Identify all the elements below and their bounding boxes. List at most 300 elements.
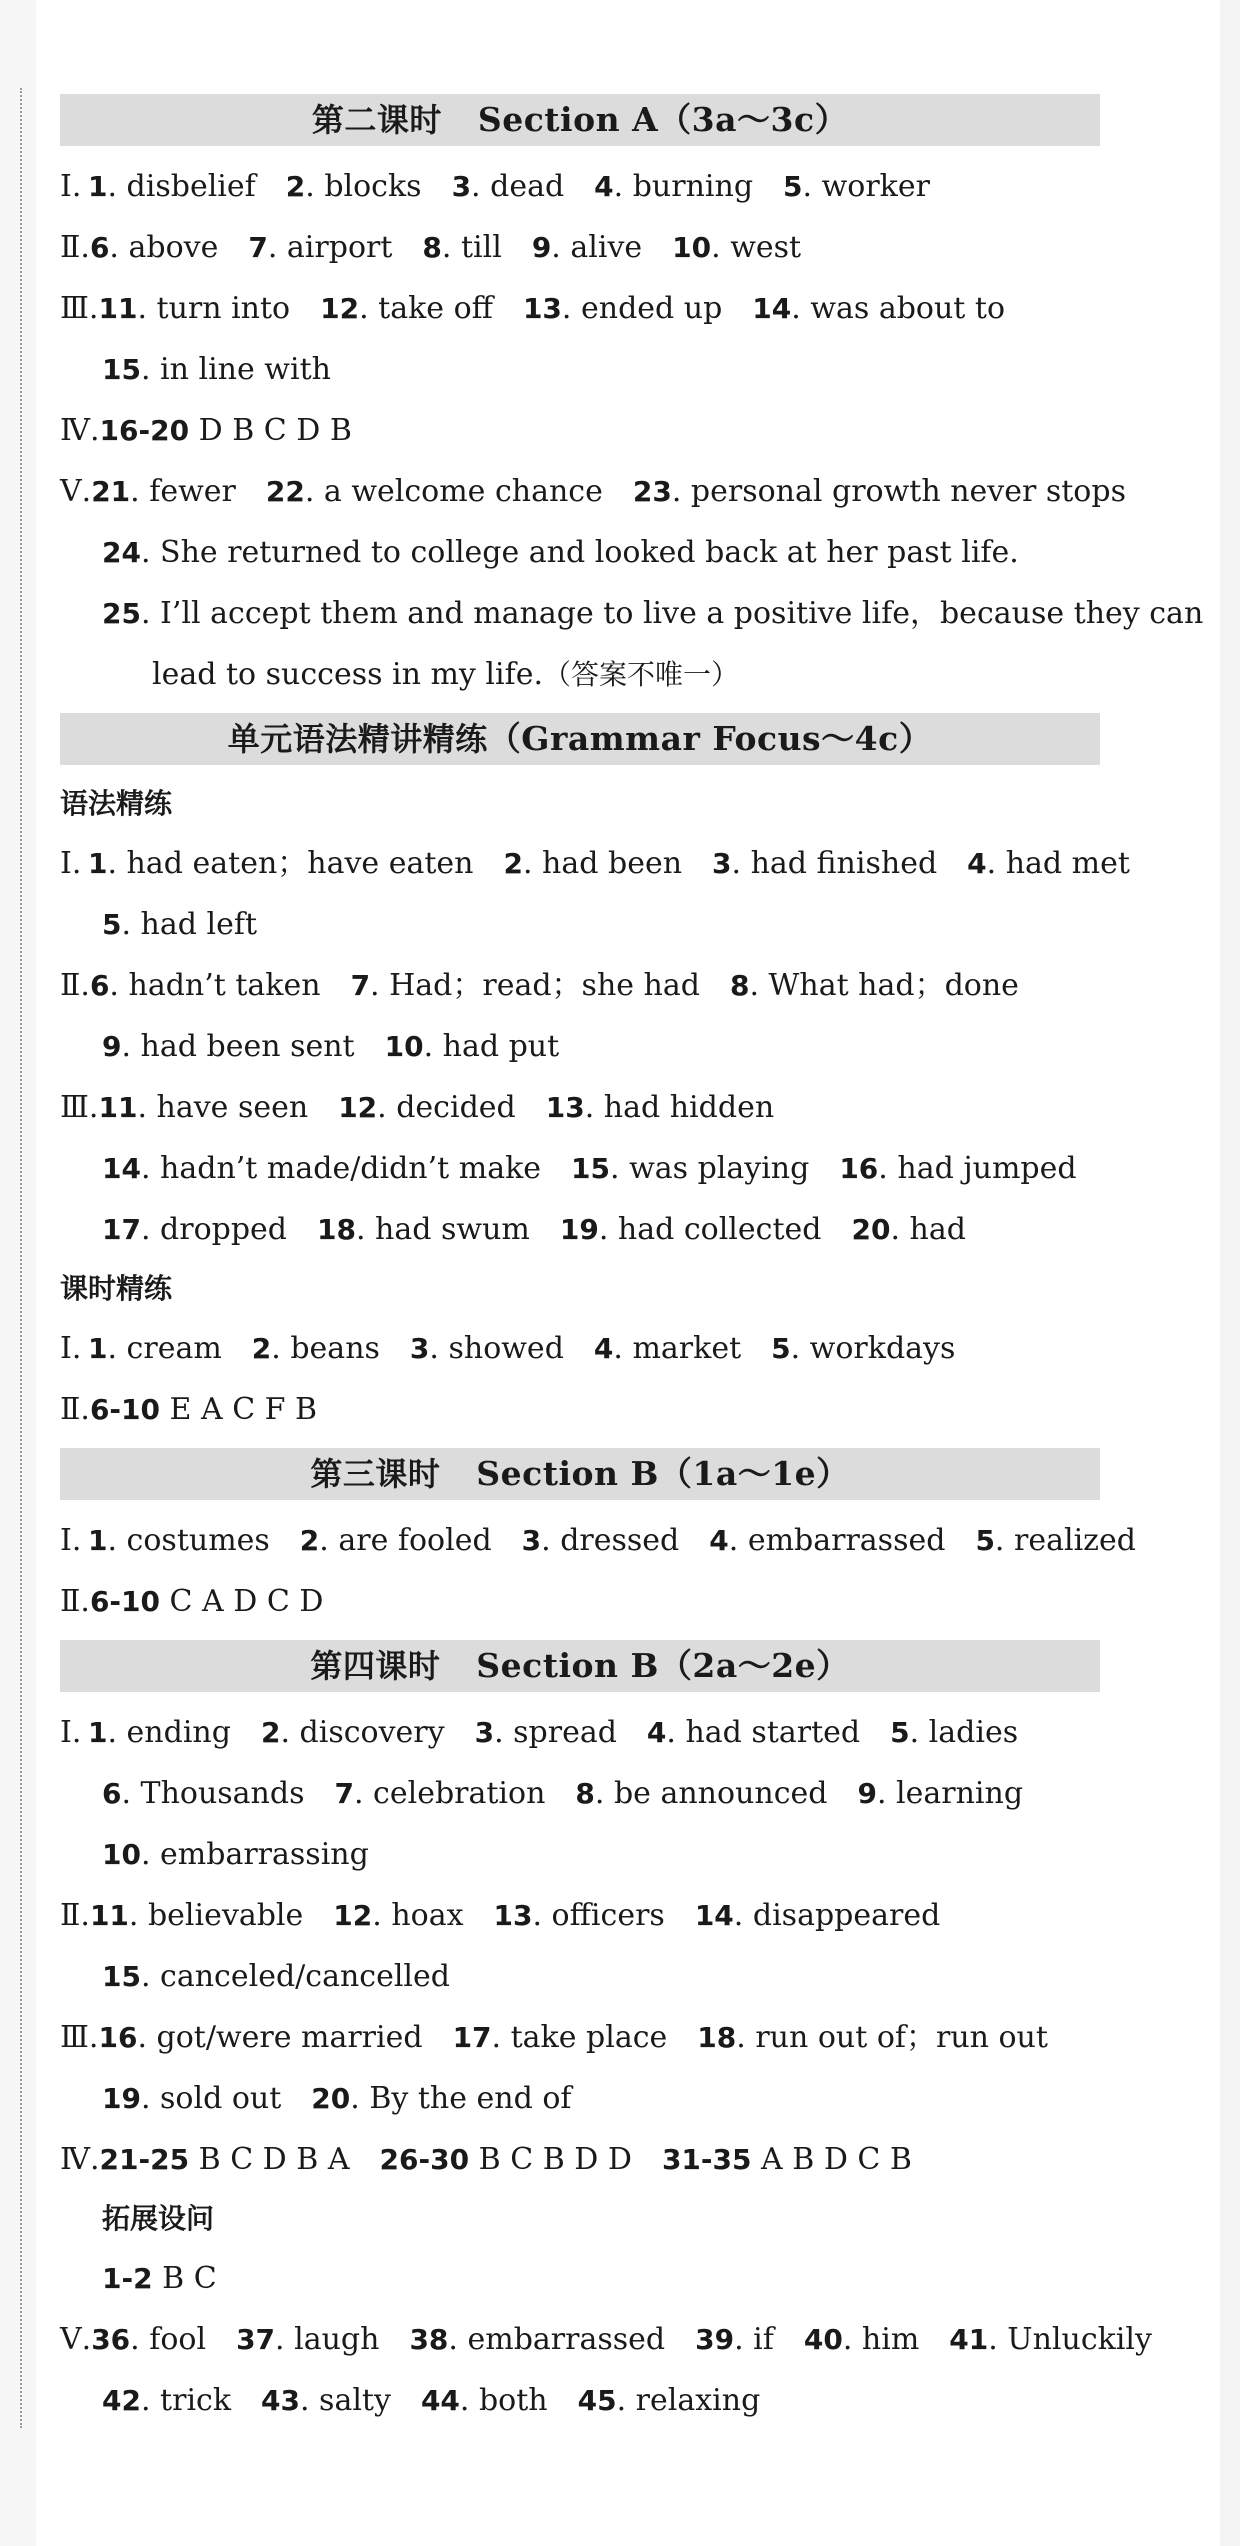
answer-item [578,2383,761,2418]
question-range: 26-30 [379,2143,470,2176]
answer-row [60,1946,1100,2007]
answer-item [523,291,722,326]
section-title-cn: 单元语法精讲精练 [227,720,488,758]
answer-text: . workdays [790,1331,956,1366]
answer-text: . canceled/cancelled [140,1959,450,1994]
answer-item [475,1715,617,1750]
answer-row [60,1571,1100,1632]
answer-row [60,1510,1136,1571]
answer-text: . embarrassing [140,1837,369,1872]
answer-item [730,968,1019,1003]
question-number: 3 [712,847,732,880]
answer-text: B C [152,2261,217,2296]
answer-text: . sold out [140,2081,282,2116]
answer-item [594,169,753,204]
answer-text: . laugh [275,2322,380,2357]
question-number: 9 [531,231,552,264]
question-number: 17 [102,1213,141,1246]
answer-text: . dressed [541,1523,680,1558]
question-range: 21-25 [99,2143,190,2176]
answer-text: . spread [494,1715,617,1750]
question-group-numeral: Ⅱ. [60,968,90,1003]
question-number: 21 [91,475,131,508]
question-group-numeral: Ⅰ. [60,1715,82,1750]
answer-item [98,291,290,326]
question-number: 25 [102,597,141,630]
question-number: 3 [409,1332,430,1365]
answer-text: E A C F B [160,1392,318,1427]
question-group-numeral: Ⅱ. [60,230,90,265]
question-number: 39 [695,2323,735,2356]
answer-row [60,2068,1100,2129]
section-title-cn: 第二课时 [311,101,442,139]
question-number: 14 [752,292,792,325]
answer-row [60,278,1100,339]
answer-row [60,1763,1100,1824]
answer-item [333,1898,463,1933]
question-number: 3 [521,1524,542,1557]
answer-text: . hoax [372,1898,464,1933]
question-number: 8 [729,969,750,1002]
question-number: 6 [89,231,110,264]
page-shade [1220,0,1240,2546]
answer-item [317,1212,530,1247]
answer-item [422,230,501,265]
answer-text: lead to success in my life. [152,657,543,692]
section-header [60,1448,1100,1500]
answer-letters: B C B D D [469,2142,632,2177]
question-number: 12 [338,1091,378,1124]
answer-text: . She returned to college and looked back at her past life. [140,535,1019,570]
answer-item [709,1523,945,1558]
answer-item [261,1715,445,1750]
answer-text: . had swum [355,1212,530,1247]
question-number: 5 [783,170,803,203]
answer-text: . both [459,2383,548,2418]
answer-text: . learning [876,1776,1024,1811]
answer-row [60,1199,1100,1260]
question-number: 3 [451,170,472,203]
question-group-numeral: Ⅰ. [60,1331,82,1366]
question-group-numeral: Ⅳ. [60,2142,100,2177]
answer-item [697,2020,1048,2055]
answer-text: . take off [359,291,493,326]
answer-text: . fool [130,2322,207,2357]
answer-text: . Had；read；she had [370,968,700,1003]
answer-item [949,2322,1152,2357]
answer-item [771,1331,955,1366]
question-number: 18 [317,1213,356,1246]
answer-text: . had put [423,1029,560,1064]
answer-row [60,2248,1100,2309]
answer-text: . was about to [791,291,1006,326]
answer-row [60,2007,1100,2068]
question-number: 13 [545,1091,585,1124]
answer-text: . was playing [610,1151,810,1186]
answer-text: . above [109,230,219,265]
answer-row [60,644,1100,705]
answer-item [300,1523,492,1558]
question-group-numeral: Ⅲ. [60,291,99,326]
answer-item [102,907,257,942]
question-number: 4 [594,170,614,203]
subsection-title: 拓展设问 [102,2202,215,2235]
section-title-cn: 第四课时 [310,1647,441,1685]
answer-text: . turn into [137,291,291,326]
answer-text: . had finished [731,846,938,881]
answer-item [695,1898,940,1933]
answer-item [647,1715,860,1750]
answer-item [804,2322,919,2357]
answer-item [102,1029,355,1064]
answer-item [695,2322,774,2357]
answer-text: . dead [471,169,565,204]
answer-text: . are fooled [319,1523,492,1558]
answer-row [60,400,1100,461]
answer-item [452,169,565,204]
question-number: 11 [98,1091,138,1124]
answer-text: . ended up [561,291,723,326]
question-number: 12 [320,292,360,325]
answer-sheet [60,86,1204,2431]
answer-item [967,846,1130,881]
answer-item [334,1776,545,1811]
question-number: 16 [98,2021,138,2054]
answer-text: . hadn’t made/didn’t make [140,1151,542,1186]
answer-text: . if [734,2322,774,2357]
answer-item [975,1523,1136,1558]
answer-item [102,1151,541,1186]
answer-text: . dropped [140,1212,288,1247]
question-number: 16 [839,1152,879,1185]
question-number: 36 [91,2323,131,2356]
question-number: 1 [88,1524,108,1557]
answer-item [522,1523,680,1558]
answer-row [60,1138,1100,1199]
answer-item [88,169,256,204]
answer-text: . had collected [598,1212,822,1247]
answer-item [890,1715,1018,1750]
answer-item [575,1776,827,1811]
answer-group [100,2142,350,2177]
answer-group [380,2142,632,2177]
question-number: 6-10 [89,1585,161,1618]
question-number: 23 [632,475,672,508]
question-number: 4 [646,1716,667,1749]
subsection-title: 课时精练 [60,1272,173,1305]
section-header [60,1640,1100,1692]
answer-text: . had jumped [878,1151,1077,1186]
answer-item [98,2020,422,2055]
answer-note: （答案不唯一） [543,658,740,691]
answer-text: . By the end of [350,2081,572,2116]
answer-item [90,230,218,265]
answer-letters: A B D C B [751,2142,912,2177]
answer-item [594,1331,741,1366]
question-group-numeral: Ⅴ. [60,2322,92,2357]
question-number: 13 [493,1899,533,1932]
answer-item [421,2383,548,2418]
answer-text: . had eaten；have eaten [107,846,474,881]
answer-text: . discovery [280,1715,445,1750]
answer-text: . be announced [594,1776,828,1811]
page-edge [0,0,36,2546]
answer-item [102,1776,304,1811]
answer-item [88,1523,270,1558]
answer-text: . relaxing [616,2383,761,2418]
answer-text: . disappeared [733,1898,941,1933]
question-number: 20 [851,1213,891,1246]
question-group-numeral: Ⅱ. [60,1898,90,1933]
answer-item [252,1331,380,1366]
question-number: 7 [248,231,268,264]
answer-item [286,169,422,204]
answer-item [571,1151,809,1186]
question-number: 17 [452,2021,492,2054]
answer-item [560,1212,822,1247]
answer-item [752,291,1005,326]
question-number: 10 [672,231,712,264]
answer-row [60,583,1204,644]
question-number: 5 [890,1716,910,1749]
answer-text: . cream [107,1331,222,1366]
subsection-title: 语法精练 [60,787,173,820]
question-number: 44 [420,2384,460,2417]
answer-item [90,968,321,1003]
section-title-en: Section B（1a～1e） [476,1454,850,1493]
answer-row [60,1318,1100,1379]
answer-row [60,1702,1100,1763]
answer-item [90,1898,303,1933]
section-header [60,94,1100,146]
question-number: 13 [522,292,562,325]
question-number: 41 [949,2323,989,2356]
answer-item [783,169,930,204]
question-number: 4 [593,1332,614,1365]
question-group-numeral: Ⅴ. [60,474,92,509]
answer-text: . personal growth never stops [671,474,1126,509]
answer-item [839,1151,1076,1186]
answer-text: . run out of；run out [736,2020,1048,2055]
answer-item [88,1331,222,1366]
question-number: 15 [571,1152,610,1185]
answer-row [60,339,1100,400]
question-group-numeral: Ⅳ. [60,413,100,448]
question-number: 7 [334,1777,354,1810]
question-number: 1 [88,847,108,880]
question-number: 1 [88,1332,108,1365]
question-number: 10 [102,1838,141,1871]
question-group-numeral: Ⅱ. [60,1392,90,1427]
question-number: 1 [88,170,108,203]
answer-text: . west [711,230,802,265]
answer-text: . had started [666,1715,861,1750]
answer-item [351,968,700,1003]
answer-row [60,2370,1100,2431]
answer-item [504,846,683,881]
answer-item [672,230,801,265]
question-number: 22 [265,475,305,508]
question-number: 45 [577,2384,617,2417]
answer-text: . showed [429,1331,564,1366]
question-number: 5 [102,908,122,941]
question-number: 2 [503,847,523,880]
answer-row [60,894,1100,955]
question-number: 1-2 [102,2262,153,2295]
question-number: 19 [559,1213,599,1246]
answer-text: . had [890,1212,966,1247]
question-number: 12 [333,1899,373,1932]
answer-text: . a welcome chance [304,474,603,509]
answer-item [91,2322,206,2357]
answer-text: . had left [121,907,258,942]
section-title-cn: 第三课时 [310,1455,441,1493]
question-group-numeral: Ⅰ. [60,1523,82,1558]
answer-item [851,1212,965,1247]
answer-text: . till [441,230,502,265]
answer-text: . in line with [140,352,331,387]
question-number: 11 [98,292,138,325]
answer-text: . I’ll accept them and manage to live a positive life，because they can [140,596,1204,631]
section-title-en: Section A（3a～3c） [477,100,849,139]
answer-item [102,2081,281,2116]
question-number: 8 [422,231,442,264]
question-range: 31-35 [661,2143,752,2176]
question-group-numeral: Ⅲ. [60,2020,99,2055]
answer-text: . had hidden [584,1090,775,1125]
question-number: 5 [975,1524,995,1557]
question-number: 10 [384,1030,424,1063]
question-number: 15 [102,353,141,386]
question-group-numeral: Ⅰ. [60,169,82,204]
question-number: 2 [285,170,306,203]
question-number: 14 [694,1899,734,1932]
answer-item [266,474,603,509]
question-number: 20 [311,2082,351,2115]
answer-item [857,1776,1023,1811]
answer-row [60,2309,1152,2370]
answer-text: . alive [551,230,643,265]
answer-item [494,1898,665,1933]
answer-item [248,230,392,265]
answer-text: . believable [128,1898,304,1933]
answer-text: . salty [299,2383,391,2418]
question-number: 19 [102,2082,141,2115]
answer-item [98,1090,308,1125]
question-number: 6 [102,1777,122,1810]
question-number: 43 [261,2384,300,2417]
question-number: 9 [857,1777,877,1810]
question-number: 42 [102,2384,141,2417]
answer-text: . him [842,2322,920,2357]
question-number: 1 [88,1716,108,1749]
question-number: 11 [89,1899,129,1932]
answer-item [633,474,1126,509]
answer-text: . Unluckily [988,2322,1152,2357]
answer-row [60,1077,1100,1138]
answer-text: . fewer [130,474,236,509]
answer-item [102,1959,450,1994]
answer-text: . market [613,1331,742,1366]
answer-text: . burning [613,169,754,204]
answer-item [102,2383,231,2418]
answer-item [102,1837,369,1872]
answer-row [60,461,1126,522]
answer-text: . blocks [305,169,422,204]
answer-item [453,2020,668,2055]
answer-item [546,1090,774,1125]
answer-text: . costumes [107,1523,270,1558]
question-number: 2 [299,1524,320,1557]
question-group-numeral: Ⅰ. [60,846,82,881]
answer-item [311,2081,571,2116]
answer-item [91,474,236,509]
question-number: 14 [102,1152,141,1185]
question-number: 8 [575,1777,595,1810]
answer-text: . disbelief [107,169,256,204]
answer-letters: B C D B A [189,2142,350,2177]
margin-rule [20,88,22,2428]
question-number: 16-20 [99,414,190,447]
question-number: 15 [102,1960,141,1993]
answer-text: . airport [267,230,393,265]
answer-item [261,2383,391,2418]
question-number: 2 [251,1332,272,1365]
question-group-numeral: Ⅲ. [60,1090,99,1125]
answer-row [60,217,1100,278]
answer-item [102,1212,287,1247]
answer-item [410,1331,564,1366]
answer-text: . Thousands [121,1776,305,1811]
answer-item [409,2322,665,2357]
question-number: 7 [350,969,371,1002]
question-number: 4 [967,847,987,880]
answer-item [236,2322,379,2357]
question-number: 6 [89,969,110,1002]
answer-text: . hadn’t taken [109,968,321,1003]
answer-row [60,1824,1100,1885]
answer-row [60,2129,1100,2190]
answer-text: D B C D B [189,413,352,448]
answer-text: . celebration [353,1776,546,1811]
answer-row [60,1885,1100,1946]
answer-text: . had met [986,846,1130,881]
answer-text: . got/were married [137,2020,423,2055]
answer-row [60,955,1100,1016]
question-number: 2 [260,1716,281,1749]
answer-text: . embarrassed [448,2322,666,2357]
answer-text: . What had；done [749,968,1019,1003]
answer-text: . had been [522,846,683,881]
answer-group [662,2142,912,2177]
answer-text: . have seen [137,1090,309,1125]
section-title-en: （Grammar Focus～4c） [487,719,933,758]
answer-item [338,1090,516,1125]
question-number: 18 [697,2021,737,2054]
answer-text: . beans [271,1331,380,1366]
answer-row [60,156,1100,217]
answer-text: C A D C D [160,1584,324,1619]
answer-item [385,1029,560,1064]
question-number: 9 [102,1030,122,1063]
question-number: 5 [771,1332,791,1365]
answer-row [60,1016,1100,1077]
question-number: 38 [409,2323,449,2356]
answer-row [60,1379,1100,1440]
answer-row [60,833,1130,894]
question-number: 3 [474,1716,495,1749]
answer-item [88,1715,231,1750]
